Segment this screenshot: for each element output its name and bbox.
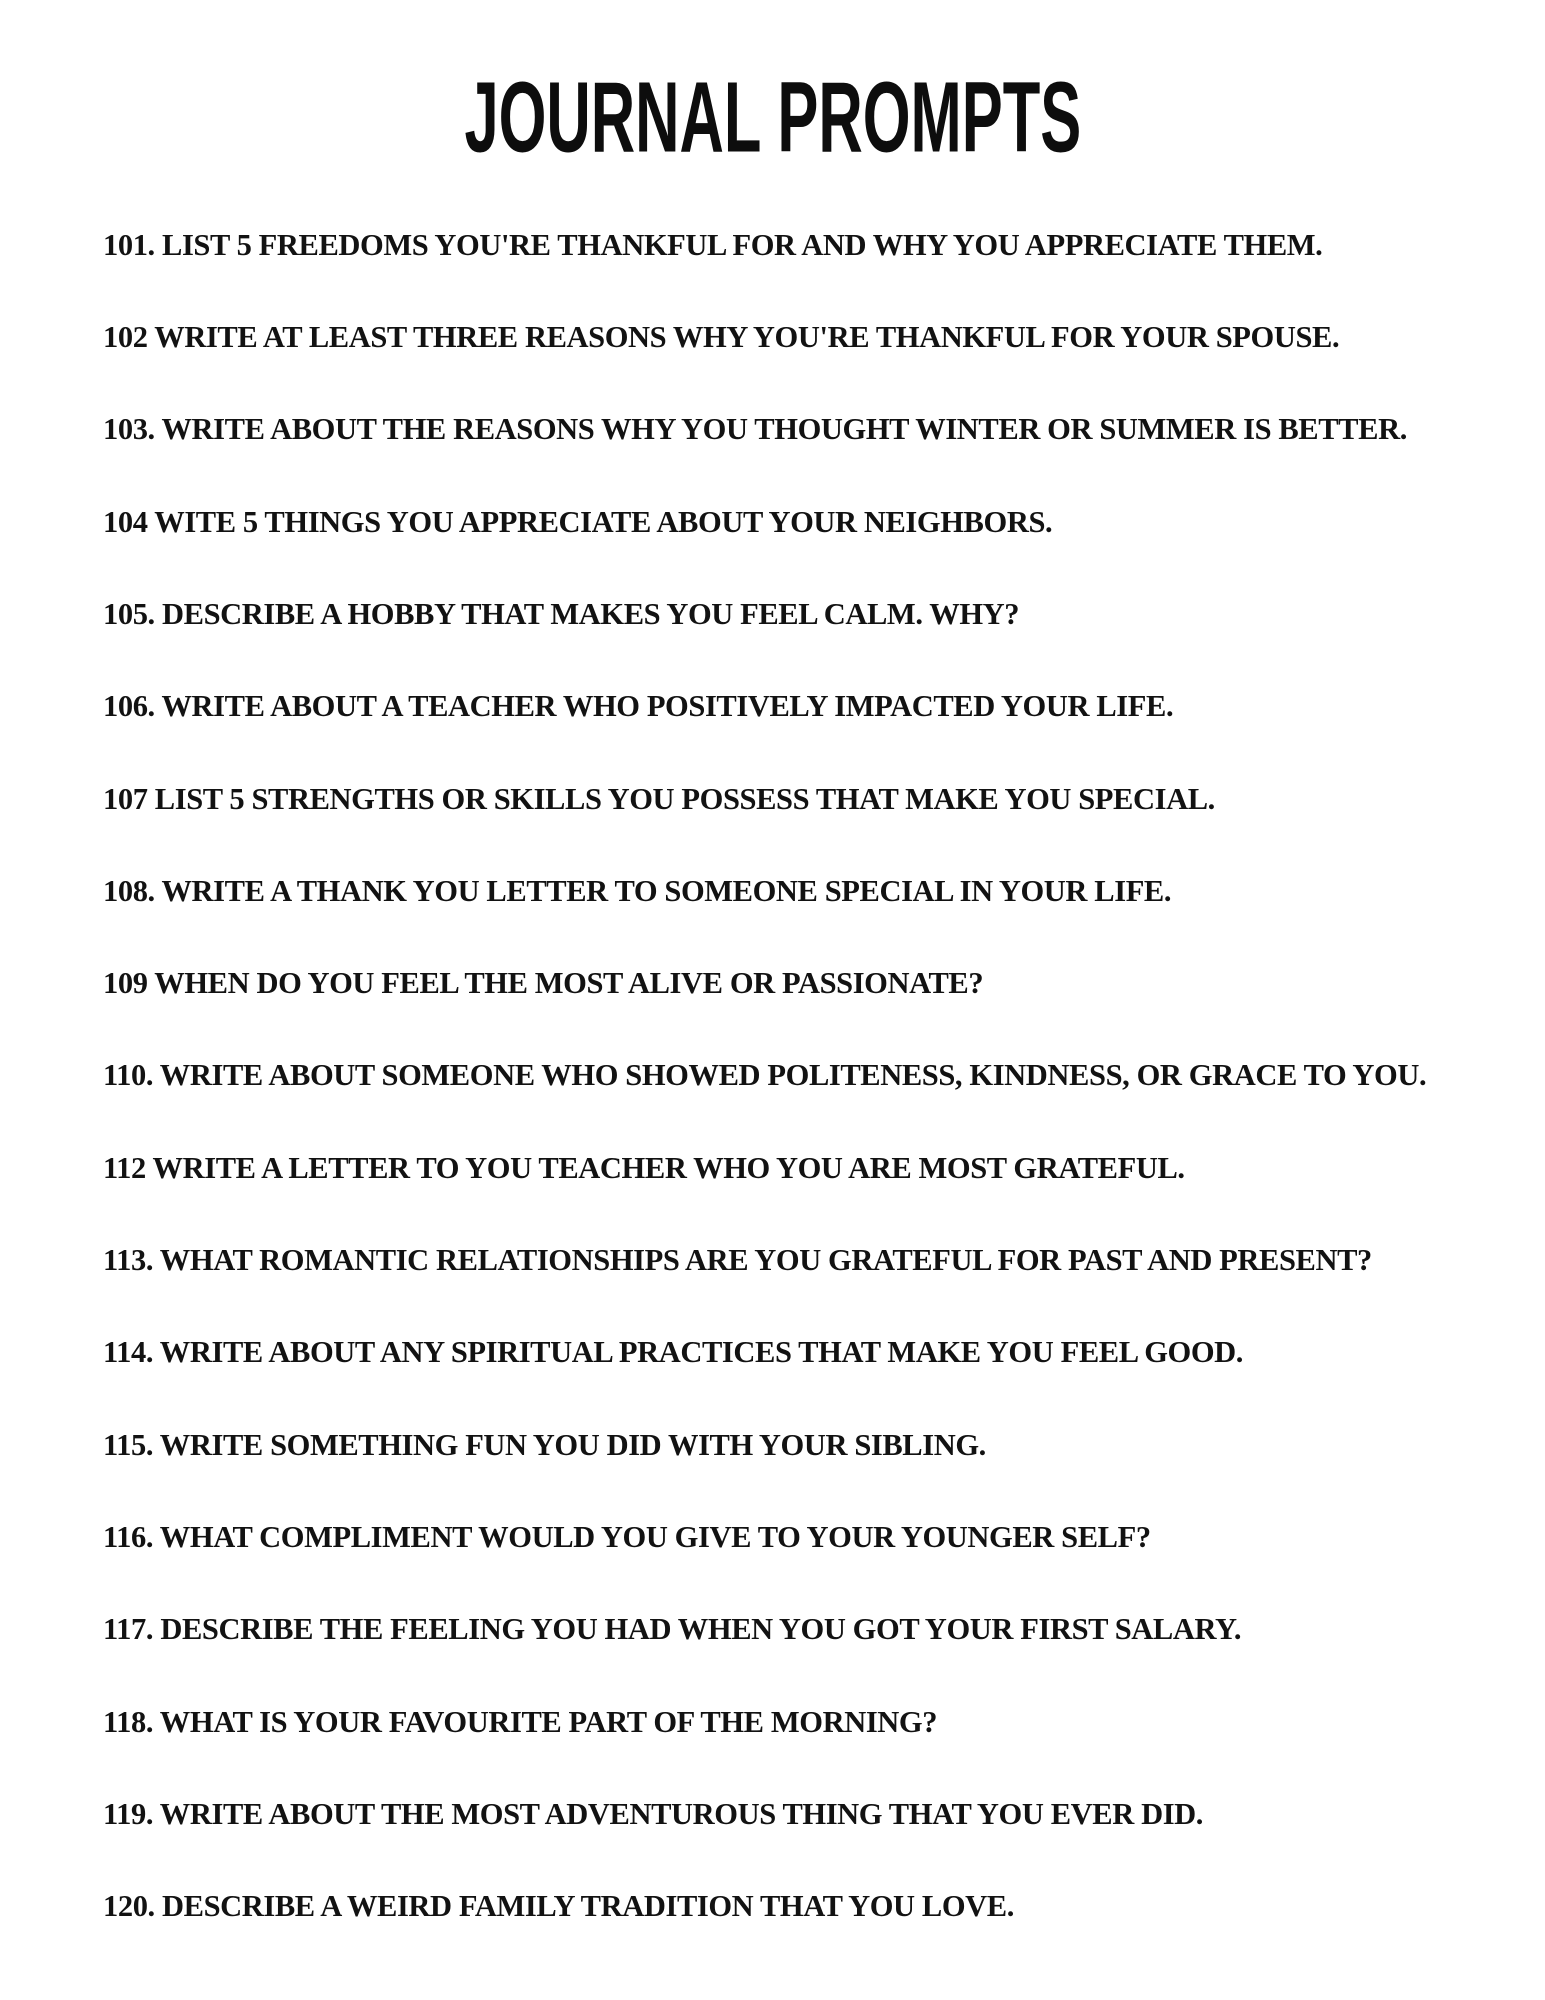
prompt-item: 116. WHAT COMPLIMENT WOULD YOU GIVE TO YOUR YOUNGER SELF? [103, 1519, 1151, 1554]
prompt-item: 117. DESCRIBE THE FEELING YOU HAD WHEN YOU GOT YOUR FIRST SALARY. [103, 1612, 1242, 1647]
prompt-item: 103. WRITE ABOUT THE REASONS WHY YOU THOUGHT WINTER OR SUMMER IS BETTER. [103, 412, 1407, 447]
prompt-item: 118. WHAT IS YOUR FAVOURITE PART OF THE MORNING? [103, 1704, 938, 1739]
prompt-item: 112 WRITE A LETTER TO YOU TEACHER WHO YOU ARE MOST GRATEFUL. [103, 1150, 1185, 1185]
prompt-item: 105. DESCRIBE A HOBBY THAT MAKES YOU FEEL CALM. WHY? [103, 596, 1020, 631]
prompt-item: 110. WRITE ABOUT SOMEONE WHO SHOWED POLITENESS, KINDNESS, OR GRACE TO YOU. [103, 1058, 1427, 1093]
prompt-list [0, 199, 1545, 1953]
prompt-item: 104 WITE 5 THINGS YOU APPRECIATE ABOUT YOUR NEIGHBORS. [103, 504, 1053, 539]
prompt-item: 102 WRITE AT LEAST THREE REASONS WHY YOU'RE THANKFUL FOR YOUR SPOUSE. [103, 320, 1340, 355]
prompt-item: 107 LIST 5 STRENGTHS OR SKILLS YOU POSSESS THAT MAKE YOU SPECIAL. [103, 781, 1215, 816]
page-title: JOURNAL PROMPTS [464, 61, 1081, 174]
prompt-item: 114. WRITE ABOUT ANY SPIRITUAL PRACTICES THAT MAKE YOU FEEL GOOD. [103, 1335, 1244, 1370]
prompt-item: 101. LIST 5 FREEDOMS YOU'RE THANKFUL FOR AND WHY YOU APPRECIATE THEM. [103, 227, 1323, 262]
prompt-item: 108. WRITE A THANK YOU LETTER TO SOMEONE SPECIAL IN YOUR LIFE. [103, 873, 1172, 908]
prompt-item: 119. WRITE ABOUT THE MOST ADVENTUROUS THING THAT YOU EVER DID. [103, 1796, 1204, 1831]
prompt-item: 109 WHEN DO YOU FEEL THE MOST ALIVE OR PASSIONATE? [103, 966, 984, 1001]
prompt-item: 120. DESCRIBE A WEIRD FAMILY TRADITION THAT YOU LOVE. [103, 1889, 1014, 1924]
prompt-item: 115. WRITE SOMETHING FUN YOU DID WITH YOUR SIBLING. [103, 1427, 986, 1462]
prompt-item: 106. WRITE ABOUT A TEACHER WHO POSITIVELY IMPACTED YOUR LIFE. [103, 689, 1174, 724]
title-section [0, 0, 1545, 174]
prompt-item: 113. WHAT ROMANTIC RELATIONSHIPS ARE YOU GRATEFUL FOR PAST AND PRESENT? [103, 1243, 1372, 1278]
